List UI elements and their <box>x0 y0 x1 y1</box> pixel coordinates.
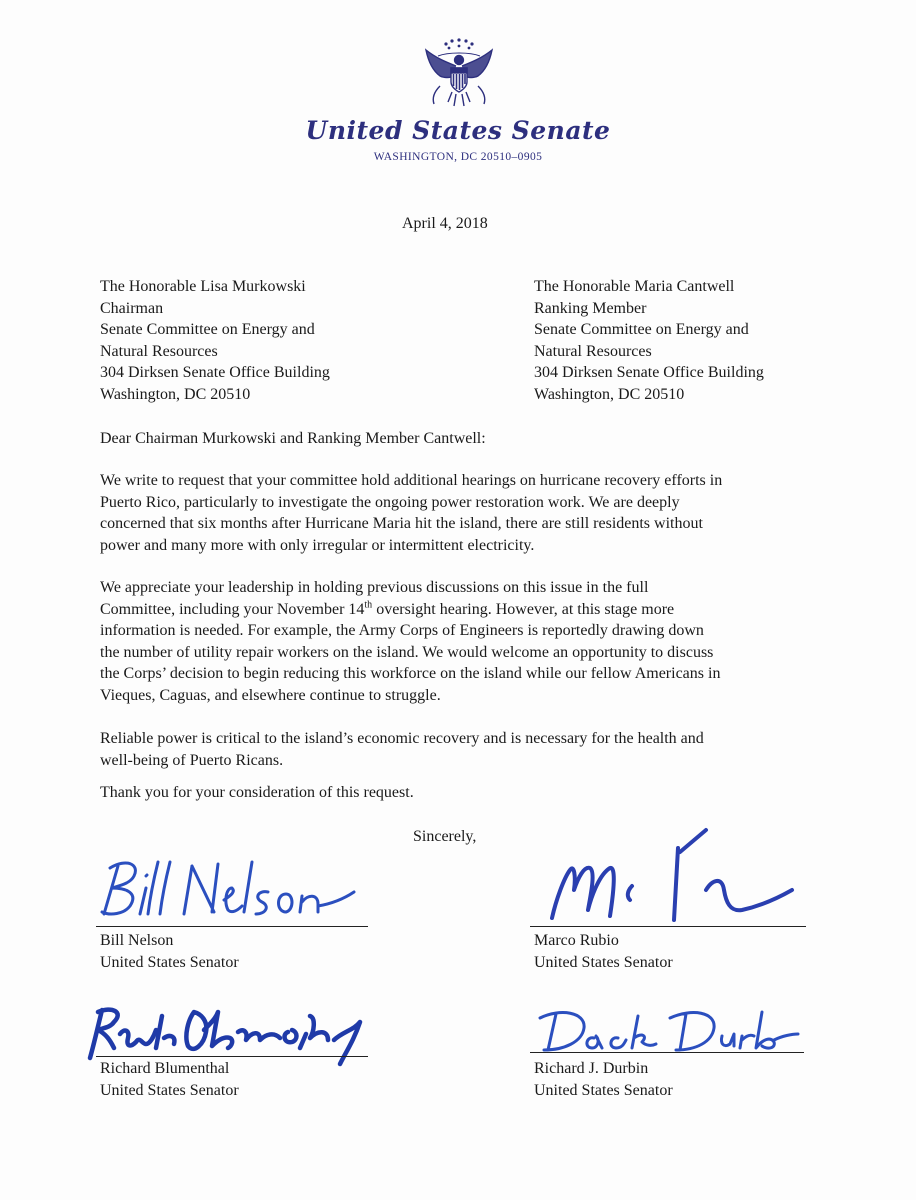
address-line: The Honorable Maria Cantwell <box>534 278 735 295</box>
ordinal-suffix: th <box>364 599 373 611</box>
signer-name: Bill Nelson <box>100 932 174 949</box>
paragraph-line: the number of utility repair workers on the island. We would welcome an opportunity to discuss <box>100 643 714 661</box>
signer-title: United States Senator <box>534 1081 673 1099</box>
recipient-address-left <box>100 276 330 406</box>
paragraph-line: the Corps’ decision to begin reducing this workforce on the island while our fellow Americans in <box>100 665 721 683</box>
paragraph-line: Reliable power is critical to the island’s economic recovery and is necessary for the health and <box>100 730 704 747</box>
paragraph-line: Puerto Rico, particularly to investigate the ongoing power restoration work. We are deeply <box>100 493 680 511</box>
address-line: Washington, DC 20510 <box>100 385 251 403</box>
great-seal-eagle-icon <box>418 36 500 116</box>
paragraph-line <box>100 599 820 621</box>
signature-richard-durbin <box>530 1000 800 1060</box>
signer-richard-blumenthal <box>100 1058 239 1101</box>
thanks-line: Thank you for your consideration of this request. <box>100 784 414 801</box>
signature-line <box>530 1052 804 1053</box>
paragraph-line: We appreciate your leadership in holding previous discussions on this issue in the full <box>100 579 649 596</box>
signer-title: United States Senator <box>100 1081 239 1099</box>
salutation: Dear Chairman Murkowski and Ranking Member Cantwell: <box>100 430 486 447</box>
signer-name: Marco Rubio <box>534 932 619 949</box>
body-paragraph-2 <box>100 577 820 707</box>
paragraph-line-part: oversight hearing. However, at this stage more <box>372 600 675 618</box>
paragraph-line: well-being of Puerto Ricans. <box>100 751 284 769</box>
paragraph-line: We write to request that your committee hold additional hearings on hurricane recovery efforts in <box>100 472 723 489</box>
signer-name: Richard Blumenthal <box>100 1060 230 1077</box>
signer-title: United States Senator <box>100 953 239 971</box>
closing: Sincerely, <box>413 828 477 845</box>
signer-richard-durbin <box>534 1058 673 1101</box>
signer-name: Richard J. Durbin <box>534 1060 649 1077</box>
address-line: Chairman <box>100 299 164 317</box>
address-line: Washington, DC 20510 <box>534 385 685 403</box>
paragraph-line: information is needed. For example, the Army Corps of Engineers is reportedly drawing down <box>100 622 704 640</box>
address-line: Ranking Member <box>534 299 647 317</box>
signature-marco-rubio <box>530 820 800 930</box>
paragraph-line: power and many more with only irregular or intermittent electricity. <box>100 536 535 554</box>
signer-title: United States Senator <box>534 953 673 971</box>
signature-line <box>96 926 368 927</box>
address-line: Natural Resources <box>100 342 218 360</box>
body-paragraph-1 <box>100 470 820 556</box>
address-line: 304 Dirksen Senate Office Building <box>100 364 330 382</box>
signature-line <box>96 1056 368 1057</box>
signer-marco-rubio <box>534 930 673 973</box>
address-line: Senate Committee on Energy and <box>534 321 749 339</box>
signer-bill-nelson <box>100 930 239 973</box>
paragraph-line-part: Committee, including your November 14 <box>100 600 365 618</box>
letterhead-address: WASHINGTON, DC 20510–0905 <box>373 151 543 163</box>
address-line: Senate Committee on Energy and <box>100 321 315 339</box>
paragraph-line: Vieques, Caguas, and elsewhere continue to struggle. <box>100 686 441 704</box>
body-paragraph-3 <box>100 728 820 771</box>
signature-line <box>530 926 806 927</box>
signature-bill-nelson <box>96 848 366 928</box>
address-line: Natural Resources <box>534 342 652 360</box>
letter-date: April 4, 2018 <box>402 215 488 232</box>
letterhead-title: United States Senate <box>305 116 611 145</box>
address-line: 304 Dirksen Senate Office Building <box>534 364 764 382</box>
recipient-address-right <box>534 276 764 406</box>
address-line: The Honorable Lisa Murkowski <box>100 278 306 295</box>
paragraph-line: concerned that six months after Hurricane Maria hit the island, there are still residents without <box>100 515 703 533</box>
